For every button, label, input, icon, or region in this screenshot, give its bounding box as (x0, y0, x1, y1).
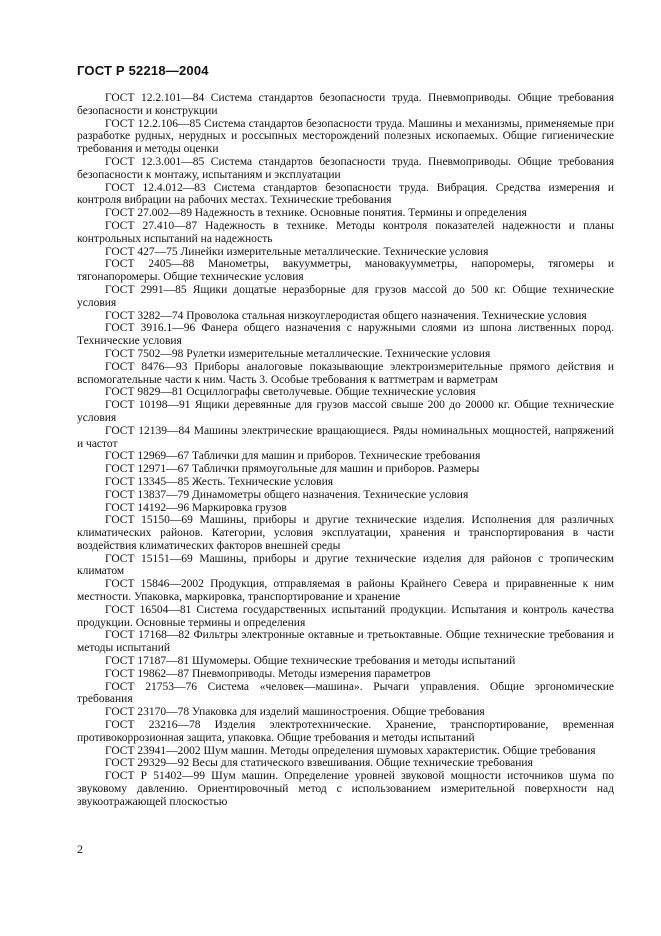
reference-list (77, 92, 614, 809)
reference-item: ГОСТ 29329—92 Весы для статического взвешивания. Общие технические требования (105, 757, 533, 770)
reference-item: ГОСТ 9829—81 Осциллографы светолучевые. Общие технические условия (105, 386, 476, 399)
reference-item: ГОСТ 12971—67 Таблички прямоугольные для машин и приборов. Размеры (105, 463, 480, 476)
reference-item: ГОСТ 27.410—87 Надежность в технике. Методы контроля показателей надежности и планы контрольных испытаний на надежность (77, 219, 614, 245)
reference-item: ГОСТ 3916.1—96 Фанера общего назначения с наружными слоями из шпона лиственных пород. Технические условия (77, 322, 614, 348)
reference-item: ГОСТ 12.2.101—84 Система стандартов безопасности труда. Пневмоприводы. Общие требования безопасности и конструкции (77, 92, 614, 117)
reference-item: ГОСТ 23170—78 Упаковка для изделий машиностроения. Общие требования (105, 706, 485, 719)
reference-item: ГОСТ 27.002—89 Надежность в технике. Основные понятия. Термины и определения (105, 207, 527, 220)
reference-item: ГОСТ 19862—87 Пневмоприводы. Методы измерения параметров (105, 667, 431, 680)
reference-item: ГОСТ 12139—84 Машины электрические вращающиеся. Ряды номинальных мощностей, напряжений и частот (77, 424, 614, 450)
reference-item: ГОСТ 12.3.001—85 Система стандартов безопасности труда. Пневмоприводы. Общие требования безопасности к монтажу, испытаниям и эксплуатации (77, 155, 614, 181)
reference-item: ГОСТ 23216—78 Изделия электротехнические. Хранение, транспортирование, временная противокоррозионная защита, упаковка. Общие требования и методы испытаний (77, 719, 614, 744)
reference-item: ГОСТ 23941—2002 Шум машин. Методы определения шумовых характеристик. Общие требования (105, 744, 596, 757)
reference-item: ГОСТ 17168—82 Фильтры электронные октавные и третьоктавные. Общие технические требования и методы испытаний (77, 629, 614, 655)
reference-item: ГОСТ 2405—88 Манометры, вакуумметры, мановакуумметры, напоромеры, тягомеры и тягонапоромеры. Общие технические условия (77, 258, 614, 284)
reference-item: ГОСТ 15151—69 Машины, приборы и другие технические изделия для районов с тропическим климатом (77, 552, 614, 578)
reference-item: ГОСТ 21753—76 Система «человек—машина». Рычаги управления. Общие эргономические требования (77, 680, 614, 706)
reference-item: ГОСТ 15150—69 Машины, приборы и другие технические изделия. Исполнения для различных климатических районов. Категории, условия эксплуатации, хранения и транспортирования в части воздействия климатических факторов внешней среды (77, 514, 614, 552)
reference-item: ГОСТ 13837—79 Динамометры общего назначения. Технические условия (105, 488, 469, 501)
page-header: ГОСТ Р 52218—2004 (77, 63, 209, 78)
reference-item: ГОСТ 8476—93 Приборы аналоговые показывающие электроизмерительные прямого действия и вспомогательные части к ним. Часть 3. Особые требования к ваттметрам и варметрам (77, 360, 614, 386)
reference-item: ГОСТ 12.4.012—83 Система стандартов безопасности труда. Вибрация. Средства измерения и контроля вибрации на рабочих местах. Технические требования (77, 181, 614, 207)
reference-item: ГОСТ 3282—74 Проволока стальная низкоуглеродистая общего назначения. Технические условия (105, 309, 587, 322)
reference-item: ГОСТ 2991—85 Ящики дощатые неразборные для грузов массой до 500 кг. Общие технические условия (77, 283, 614, 309)
reference-item: ГОСТ 12.2.106—85 Система стандартов безопасности труда. Машины и механизмы, применяемые при разработке рудных, нерудных и россыпных месторождений полезных ископаемых. Общие гигиенические требования и методы оценки (77, 117, 614, 156)
reference-item: ГОСТ 15846—2002 Продукция, отправляемая в районы Крайнего Севера и приравненные к ним местности. Упаковка, маркировка, транспортирование и хранение (77, 578, 614, 604)
reference-item: ГОСТ 17187—81 Шумомеры. Общие технические требования и методы испытаний (105, 655, 516, 668)
reference-item: ГОСТ 14192—96 Маркировка грузов (105, 501, 287, 514)
reference-item: ГОСТ 427—75 Линейки измерительные металлические. Технические условия (105, 245, 489, 258)
reference-item: ГОСТ 13345—85 Жесть. Технические условия (105, 475, 334, 488)
reference-item: ГОСТ 10198—91 Ящики деревянные для грузов массой свыше 200 до 20000 кг. Общие технические условия (77, 399, 614, 424)
reference-item: ГОСТ 12969—67 Таблички для машин и приборов. Технические требования (105, 450, 481, 463)
reference-item: ГОСТ 16504—81 Система государственных испытаний продукции. Испытания и контроль качества продукции. Основные термины и определения (77, 603, 614, 629)
reference-item: ГОСТ 7502—98 Рулетки измерительные металлические. Технические условия (105, 347, 491, 360)
page-number: 2 (77, 842, 83, 856)
reference-item: ГОСТ Р 51402—99 Шум машин. Определение уровней звуковой мощности источников шума по звуковому давлению. Ориентировочный метод с использованием измерительной поверхности над звукоотражающей плоскостью (77, 770, 614, 808)
